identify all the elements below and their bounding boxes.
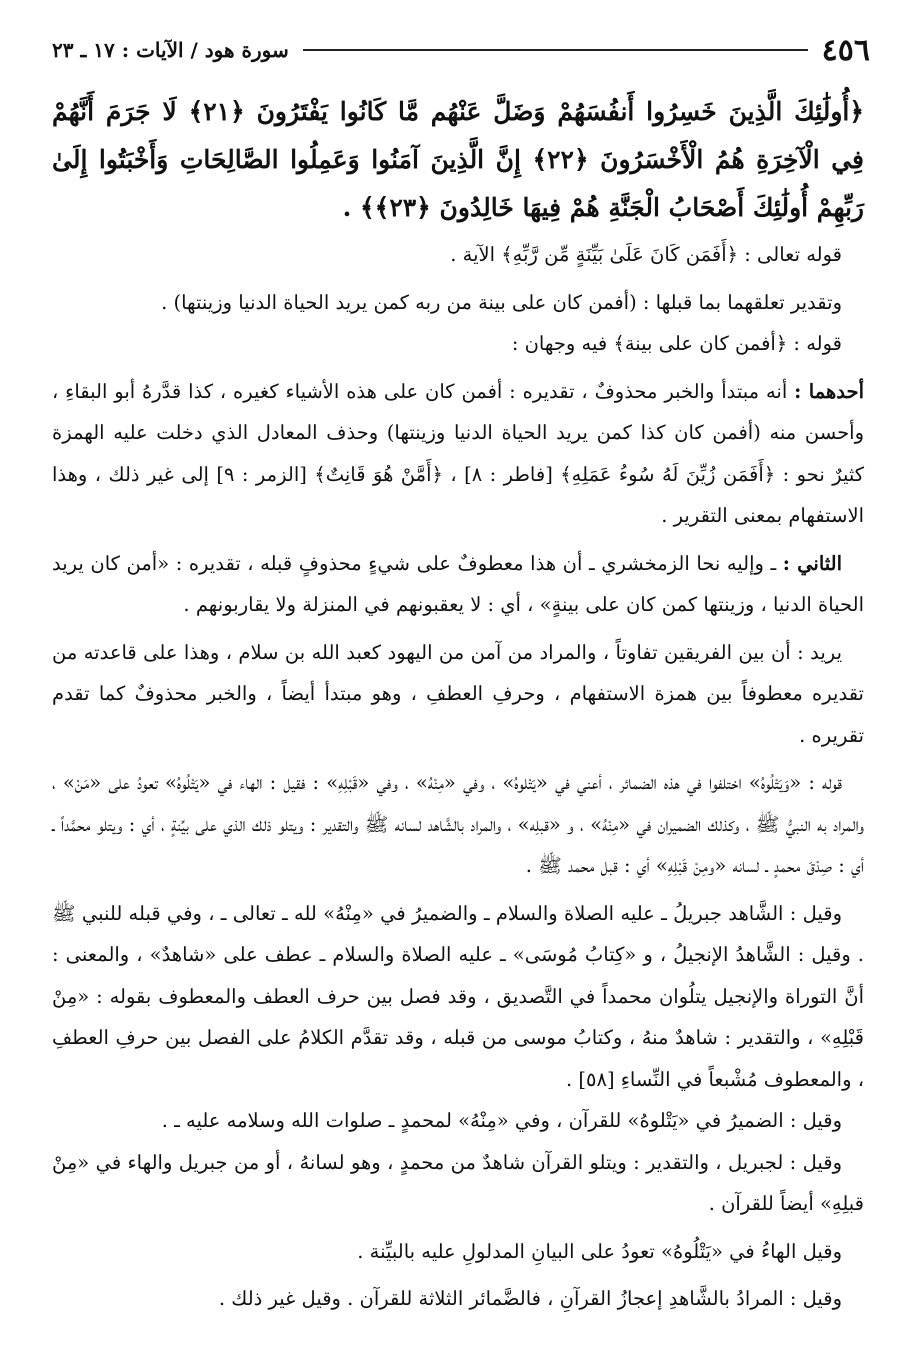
paragraph-text: أنه مبتدأ والخبر محذوفٌ ، تقديره : أفمن كان على هذه الأشياء كغيره ، كذا قدَّرهُ أبو البقاءِ ، وأحسن منه (أفمن كان كذا كمن يريد الحياة الدنيا وزينتها) وحذف المعادل الذي دخلت عليه الهمزة كثيرٌ نحو : ﴿أَفَمَن زُيِّنَ لَهُ سُوءُ عَمَلِهِ﴾ [فاطر : ٨] ، ﴿أَمَّنْ هُوَ قَانِتٌ﴾ [الزمر : ٩] إلى غير ذلك ، وهذا الاستفهام بمعنى التقرير . (52, 379, 864, 527)
paragraph-text: وقيل : المرادُ بالشَّاهدِ إعجازُ القرآنِ ، فالضَّمائر الثلاثة للقرآن . وقيل غير ذلك . (218, 1287, 842, 1310)
paragraph (52, 282, 864, 324)
paragraph (52, 762, 864, 887)
paragraph-text: قوله : ﴿أفمن كان على بينة﴾ فيه وجهان : (511, 332, 842, 355)
paragraph (52, 1278, 864, 1320)
paragraph (52, 371, 864, 537)
quran-verse: ﴿أُولَٰئِكَ الَّذِينَ خَسِرُوا أَنفُسَهُمْ وَضَلَّ عَنْهُم مَّا كَانُوا يَفْتَرُونَ ﴿٢١﴾ لَا جَرَمَ أَنَّهُمْ فِي الْآخِرَةِ هُمُ الْأَخْسَرُونَ ﴿٢٢﴾ إِنَّ الَّذِينَ آمَنُوا وَعَمِلُوا الصَّالِحَاتِ وَأَخْبَتُوا إِلَىٰ رَبِّهِمْ أُولَٰئِكَ أَصْحَابُ الْجَنَّةِ هُمْ فِيهَا خَالِدُونَ ﴿٢٣﴾﴾ . (52, 97, 864, 222)
paragraph (52, 1100, 864, 1142)
paragraph-text: يريد : أن بين الفريقين تفاوتاً ، والمراد من آمن من اليهود كعبد الله بن سلام ، وهذا على قاعدته من تقديره معطوفاً بين همزة الاستفهام ، وحرفِ العطفِ ، وهو مبتدأ أيضاً ، والخبر محذوفٌ كما تقدم تقريره . (52, 640, 864, 747)
paragraph (52, 323, 864, 365)
paragraph-text: وقيل : لجبريل ، والتقدير : ويتلو القرآن شاهدٌ من محمدٍ ، وهو لسانهُ ، أو من جبريل والهاء في «مِنْ قبلِهِ» أيضاً للقرآن . (52, 1150, 864, 1215)
paragraph-text: ـ وإليه نحا الزمخشري ـ أن هذا معطوفٌ على شيءٍ محذوفٍ قبله ، تقديره : «أمن كان يريد الحياة الدنيا ، وزينتها كمن كان على بينةٍ» ، أي : لا يعقبونهم في المنزلة ولا يقاربونهم . (52, 551, 864, 616)
header-rule (303, 49, 808, 51)
page-header (52, 30, 870, 70)
paragraph-text: قوله تعالى : ﴿أَفَمَن كَانَ عَلَىٰ بَيِّنَةٍ مِّن رَّبِّهِ﴾ الآية . (450, 243, 842, 266)
paragraph-lead: الثاني : (782, 551, 843, 575)
paragraph (52, 632, 864, 757)
paragraph-text: قوله : «وَيَتْلُوهُ» اختلفوا في هذه الضمائر ، أعني في «يَتْلوهُ» ، وفي «مِنْهُ» ، وفي «قَبْلِهِ» : فقيل : الهاء في «يَتْلُوهُ» تعودُ على «مَنْ» ، والمراد به النبيُّ ﷺ ، وكذلك الضميران في «مِنْهُ» ، و «قبلِه» ، والمراد بالشَّاهد لسانه ﷺ والتقدير : ويتلو ذلك الذي على بيِّنةٍ ، أي : ويتلو محمَّداً ـ أي : صِدْقَ محمدٍ ـ لسانه «ومِنْ قَبْلِهِ» أي : قبل محمد ﷺ . (52, 771, 864, 877)
paragraph-text: وقيل : الضميرُ في «يَتْلوهُ» للقرآن ، وفي «مِنْهُ» لمحمدٍ ـ صلوات الله وسلامه عليه ـ . (161, 1109, 842, 1132)
paragraph-text: وقيل : الشَّاهد جبريلُ ـ عليه الصلاة والسلام ـ والضميرُ في «مِنْهُ» لله ـ تعالى ـ ، وفي قبله للنبي ﷺ . وقيل : الشَّاهدُ الإنجيلُ ، و «كِتابُ مُوسَى» ـ عليه الصلاة والسلام ـ عطف على «شاهدٌ» ، والمعنى : أنَّ التوراة والإنجيل يتلُوان محمداً في التَّصديق ، وقد فصل بين حرف العطف والمعطوف بقوله : «مِنْ قَبْلِهِ» ، والتقدير : شاهدٌ منهُ ، وكتابُ موسى من قبله ، وقد تقدَّم الكلامُ على الفصل بين حرفِ العطفِ ، والمعطوف مُشْبعاً في النِّساءِ [٥٨] . (52, 901, 865, 1091)
page-body (52, 88, 864, 1320)
paragraph (52, 893, 864, 1101)
page-number: ٤٥٦ (821, 32, 870, 68)
running-title: سورة هود / الآيات : ١٧ ـ ٢٣ (52, 38, 289, 62)
paragraph-lead: أحدهما : (794, 379, 864, 403)
paragraph-text: وقيل الهاءُ في «يَتْلُوهُ» تعودُ على البيانِ المدلولِ عليه بالبيِّنة . (357, 1239, 842, 1263)
paragraph (52, 1231, 864, 1273)
paragraph-text: وتقدير تعلقهما بما قبلها : (أفمن كان على بينة من ربه كمن يريد الحياة الدنيا وزينتها) . (161, 290, 842, 314)
paragraph (52, 1142, 864, 1225)
paragraph (52, 543, 864, 626)
paragraph (52, 234, 864, 276)
